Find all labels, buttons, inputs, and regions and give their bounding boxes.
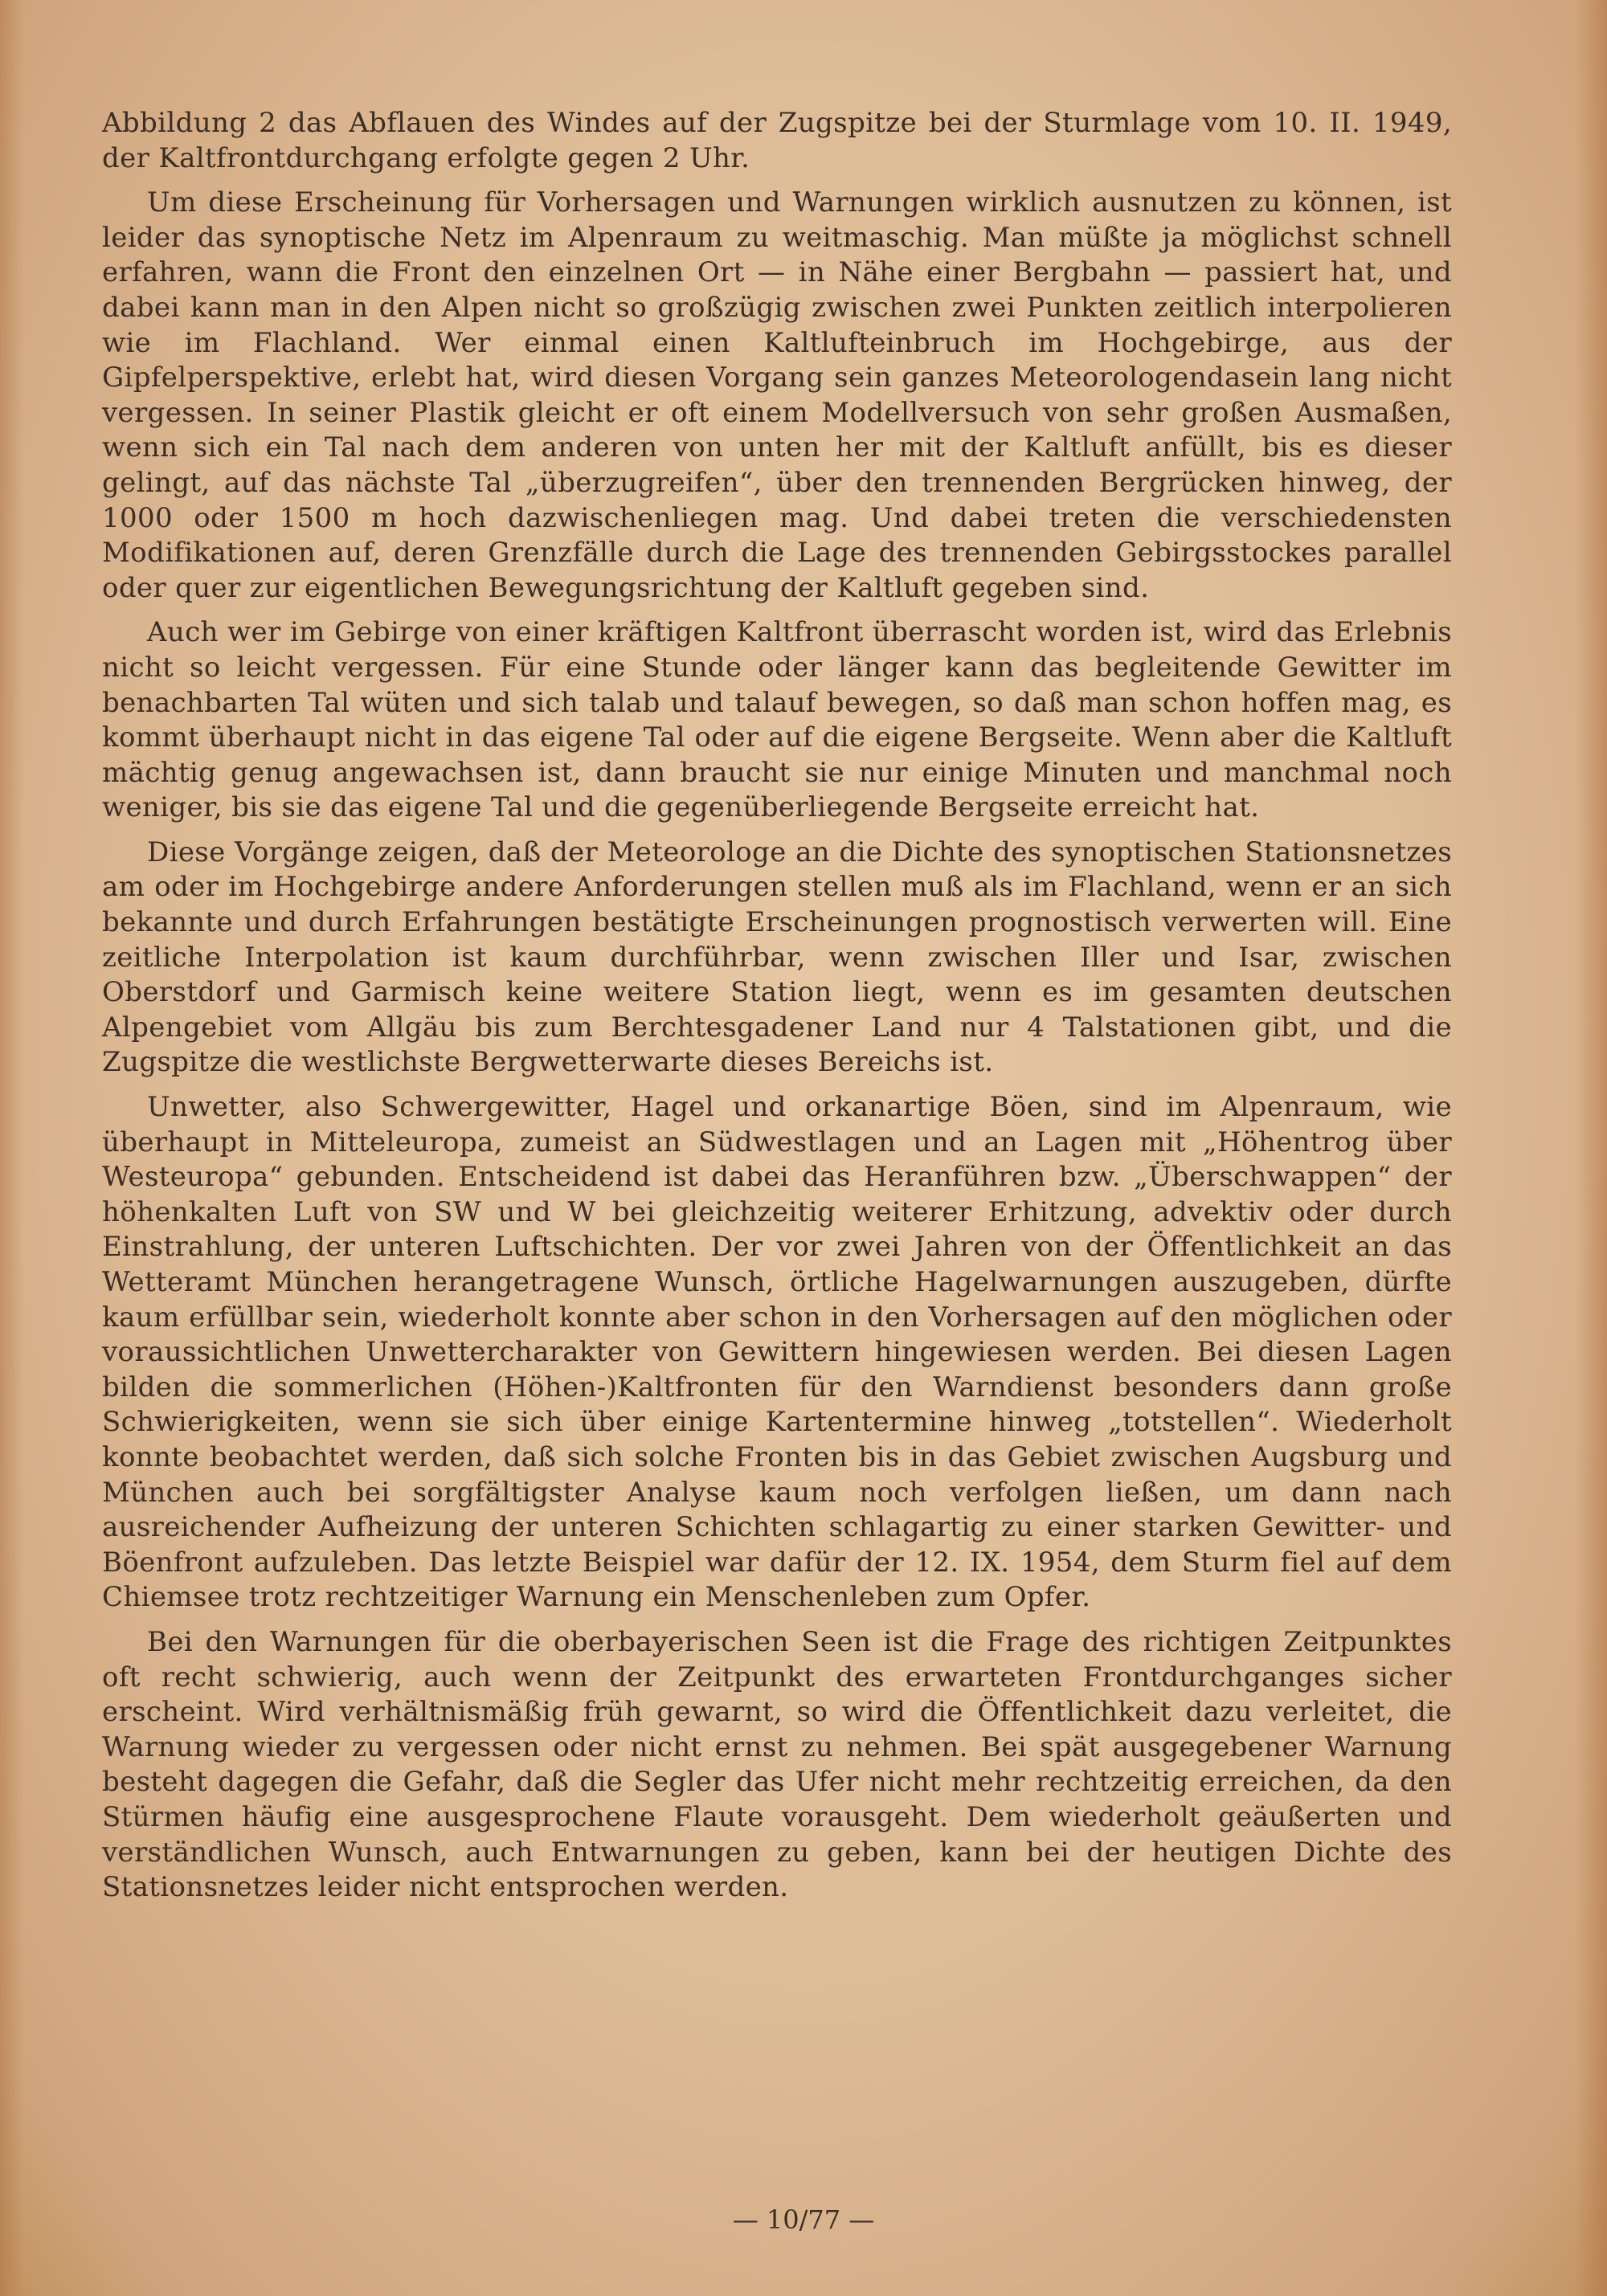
page-edge-right [1575, 0, 1607, 2296]
body-text [102, 106, 1452, 1915]
paragraph-2: Um diese Erscheinung für Vorhersagen und Warnungen wirklich ausnutzen zu können, ist leider das synoptische Netz im Alpenraum zu weitmaschig. Man müßte ja möglichst schnell erfahren, wann die Front den einzelnen Ort — in Nähe einer Bergbahn — passiert hat, und dabei kann man in den Alpen nicht so großzügig zwischen zwei Punkten zeitlich interpolieren wie im Flachland. Wer einmal einen Kaltlufteinbruch im Hochgebirge, aus der Gipfelperspektive, erlebt hat, wird diesen Vorgang sein ganzes Meteorologendasein lang nicht vergessen. In seiner Plastik gleicht er oft einem Modellversuch von sehr großen Ausmaßen, wenn sich ein Tal nach dem anderen von unten her mit der Kaltluft anfüllt, bis es dieser gelingt, auf das nächste Tal „überzugreifen“, über den trennenden Bergrücken hinweg, der 1000 oder 1500 m hoch dazwischenliegen mag. Und dabei treten die verschiedensten Modifikationen auf, deren Grenzfälle durch die Lage des trennenden Gebirgsstockes parallel oder quer zur eigentlichen Bewegungsrichtung der Kaltluft gegeben sind. [102, 186, 1452, 604]
paragraph-1: Abbildung 2 das Abflauen des Windes auf der Zugspitze bei der Sturmlage vom 10. II. 1949, der Kaltfrontdurchgang erfolgte gegen 2 Uhr. [102, 107, 1452, 174]
page-number: — 10/77 — [732, 2204, 875, 2235]
paragraph-6: Bei den Warnungen für die oberbayerischen Seen ist die Frage des richtigen Zeitpunktes oft recht schwierig, auch wenn der Zeitpunkt des erwarteten Frontdurchganges sicher erscheint. Wird verhältnismäßig früh gewarnt, so wird die Öffentlichkeit dazu verleitet, die Warnung wieder zu vergessen oder nicht ernst zu nehmen. Bei spät ausgegebener Warnung besteht dagegen die Gefahr, daß die Segler das Ufer nicht mehr rechtzeitig erreichen, da den Stürmen häufig eine ausgesprochene Flaute vorausgeht. Dem wiederholt geäußerten und verständlichen Wunsch, auch Entwarnungen zu geben, kann bei der heutigen Dichte des Stationsnetzes leider nicht entsprochen werden. [102, 1625, 1452, 1904]
paragraph-5: Unwetter, also Schwergewitter, Hagel und orkanartige Böen, sind im Alpenraum, wie überhaupt in Mitteleuropa, zumeist an Südwestlagen und an Lagen mit „Höhentrog über Westeuropa“ gebunden. Entscheidend ist dabei das Heranführen bzw. „Überschwappen“ der höhenkalten Luft von SW und W bei gleichzeitig weiterer Erhitzung, advektiv oder durch Einstrahlung, der unteren Luftschichten. Der vor zwei Jahren von der Öffentlichkeit an das Wetteramt München herangetragene Wunsch, örtliche Hagelwarnungen auszugeben, dürfte kaum erfüllbar sein, wiederholt konnte aber schon in den Vorhersagen auf den möglichen oder voraussichtlichen Unwettercharakter von Gewittern hingewiesen werden. Bei diesen Lagen bilden die sommerlichen (Höhen-)Kaltfronten für den Warndienst besonders dann große Schwierigkeiten, wenn sie sich über einige Kartentermine hinweg „totstellen“. Wiederholt konnte beobachtet werden, daß sich solche Fronten bis in das Gebiet zwischen Augsburg und München auch bei sorgfältigster Analyse kaum noch verfolgen ließen, um dann nach ausreichender Aufheizung der unteren Schichten schlagartig zu einer starken Gewitter- und Böenfront aufzuleben. Das letzte Beispiel war dafür der 12. IX. 1954, dem Sturm fiel auf dem Chiemsee trotz rechtzeitiger Warnung ein Menschenleben zum Opfer. [102, 1091, 1452, 1614]
paragraph-4: Diese Vorgänge zeigen, daß der Meteorologe an die Dichte des synoptischen Stationsnetzes am oder im Hochgebirge andere Anforderungen stellen muß als im Flachland, wenn er an sich bekannte und durch Erfahrungen bestätigte Erscheinungen prognostisch verwerten will. Eine zeitliche Interpolation ist kaum durchführbar, wenn zwischen Iller und Isar, zwischen Oberstdorf und Garmisch keine weitere Station liegt, wenn es im gesamten deutschen Alpengebiet vom Allgäu bis zum Berchtesgadener Land nur 4 Talstationen gibt, und die Zugspitze die westlichste Bergwetterwarte dieses Bereichs ist. [102, 835, 1452, 1079]
page-edge-left [0, 0, 24, 2296]
paragraph-3: Auch wer im Gebirge von einer kräftigen Kaltfront überrascht worden ist, wird das Erlebnis nicht so leicht vergessen. Für eine Stunde oder länger kann das begleitende Gewitter im benachbarten Tal wüten und sich talab und talauf bewegen, so daß man schon hoffen mag, es kommt überhaupt nicht in das eigene Tal oder auf die eigene Bergseite. Wenn aber die Kaltluft mächtig genug angewachsen ist, dann braucht sie nur einige Minuten und manchmal noch weniger, bis sie das eigene Tal und die gegenüberliegende Bergseite erreicht hat. [102, 616, 1452, 824]
